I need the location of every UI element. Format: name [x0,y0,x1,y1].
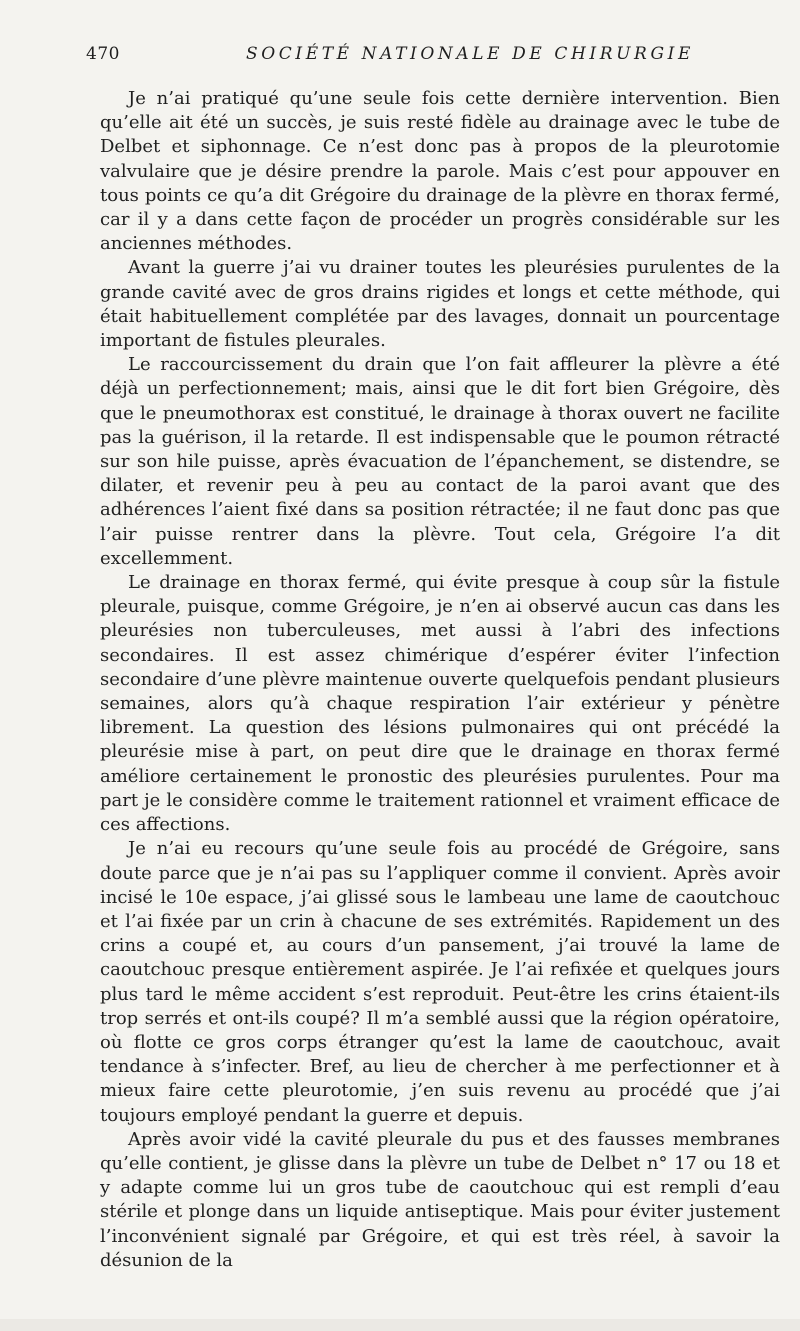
paragraph: Après avoir vidé la cavité pleurale du pus et des fausses membranes qu’elle contient, je glisse dans la plèvre un tube de Delbet n° 17 ou 18 et y adapte comme lui un gros tube de caoutchouc qui est rempli d’eau stérile et plonge dans un liquide antiseptique. Mais pour éviter justement l’inconvénient signalé par Grégoire, et qui est très réel, à savoir la désunion de la [100,1128,780,1271]
paragraph: Le drainage en thorax fermé, qui évite presque à coup sûr la fistule pleurale, puisque, comme Grégoire, je n’en ai observé aucun cas dans les pleurésies non tuberculeuses, met aussi à l’abri des infections secondaires. Il est assez chimérique d’espérer éviter l’infection secondaire d’une plèvre maintenue ouverte quelquefois pendant plusieurs semaines, alors qu’à chaque respiration l’air extérieur y pénètre librement. La question des lésions pulmonaires qui ont précédé la pleurésie mise à part, on peut dire que le drainage en thorax fermé améliore certainement le pronostic des pleurésies purulentes. Pour ma part je le considère comme le traitement rationnel et vraiment efficace de ces affections. [100,572,780,836]
paragraph: Je n’ai eu recours qu’une seule fois au procédé de Grégoire, sans doute parce que je n’ai pas su l’appliquer comme il convient. Après avoir incisé le 10e espace, j’ai glissé sous le lambeau une lame de caoutchouc et l’ai fixée par un crin à chacune de ses extrémités. Rapidement un des crins a coupé et, au cours d’un pansement, j’ai trouvé la lame de caoutchouc presque entièrement aspirée. Je l’ai refixée et quelques jours plus tard le même accident s’est reproduit. Peut-être les crins étaient-ils trop serrés et ont-ils coupé? Il m’a semblé aussi que la région opératoire, où flotte ce gros corps étranger qu’est la lame de caoutchouc, avait tendance à s’infecter. Bref, au lieu de chercher à me perfectionner et à mieux faire cette pleurotomie, j’en suis revenu au procédé que j’ai toujours employé pendant la guerre et depuis. [100,838,780,1126]
body-text [100,87,780,1273]
paragraph: Je n’ai pratiqué qu’une seule fois cette dernière intervention. Bien qu’elle ait été un succès, je suis resté fidèle au drainage avec le tube de Delbet et siphonnage. Ce n’est donc pas à propos de la pleurotomie valvulaire que je désire prendre la parole. Mais c’est pour appouver en tous points ce qu’a dit Grégoire du drainage de la plèvre en thorax fermé, car il y a dans cette façon de procéder un progrès considérable sur les anciennes méthodes. [100,88,780,255]
paragraph: Le raccourcissement du drain que l’on fait affleurer la plèvre a été déjà un perfectionnement; mais, ainsi que le dit fort bien Grégoire, dès que le pneumothorax est constitué, le drainage à thorax ouvert ne facilite pas la guérison, il la retarde. Il est indispensable que le poumon rétracté sur son hile puisse, après évacuation de l’épanchement, se distendre, se dilater, et revenir peu à peu au contact de la paroi avant que des adhérences l’aient fixé dans sa position rétractée; il ne faut donc pas que l’air puisse rentrer dans la plèvre. Tout cela, Grégoire l’a dit excellemment. [100,354,780,569]
running-head: SOCIÉTÉ NATIONALE DE CHIRURGIE [246,44,694,64]
page-bottom-edge [0,1319,800,1331]
page-header [86,44,784,66]
page-number: 470 [86,44,120,64]
paragraph: Avant la guerre j’ai vu drainer toutes les pleurésies purulentes de la grande cavité avec de gros drains rigides et longs et cette méthode, qui était habituellement complétée par des lavages, donnait un pourcentage important de fistules pleurales. [100,257,780,352]
